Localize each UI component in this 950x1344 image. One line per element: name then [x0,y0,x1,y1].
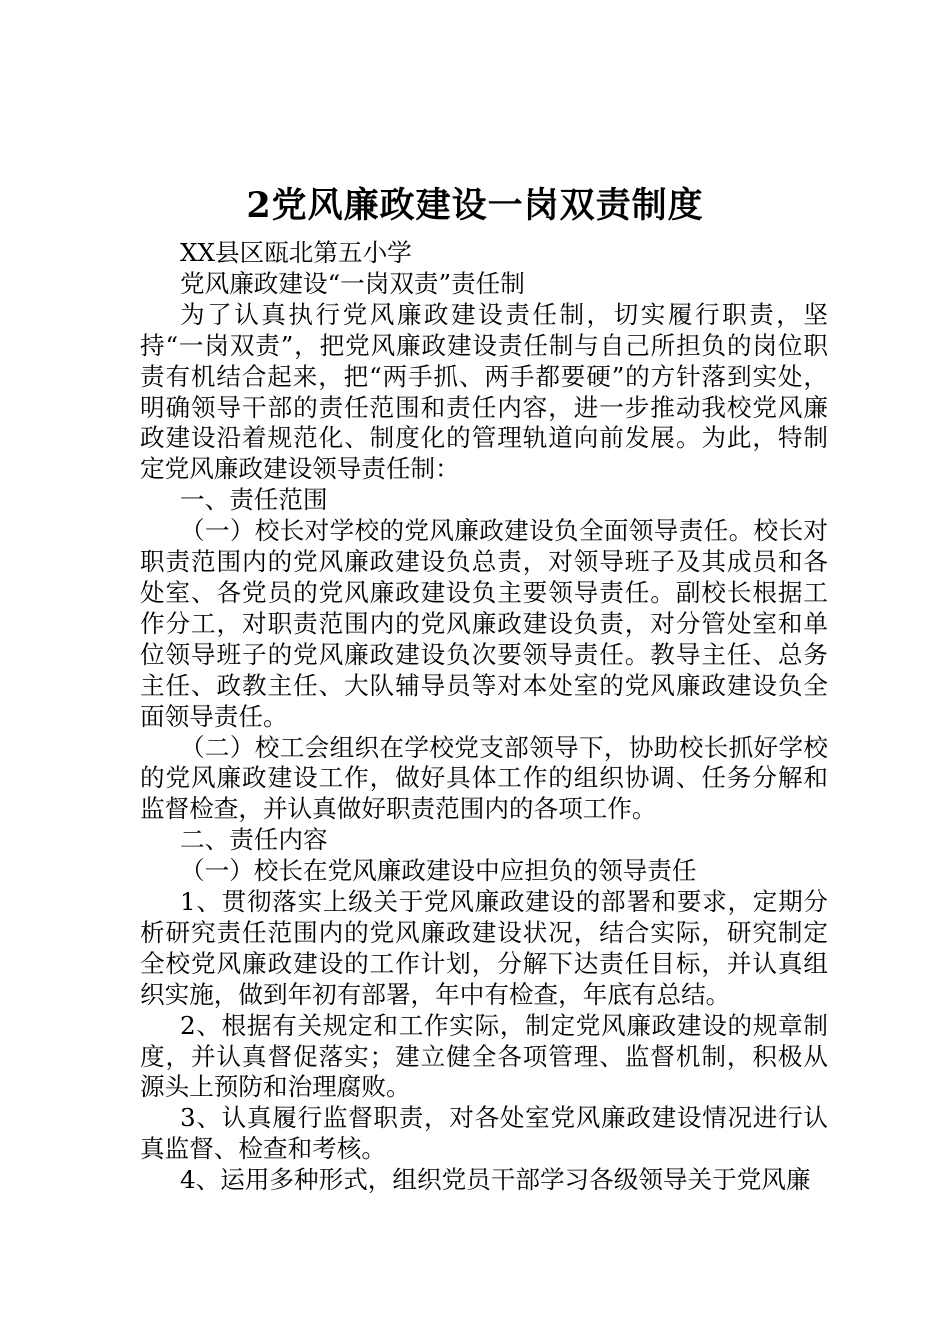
content-item-1: 1、贯彻落实上级关于党风廉政建设的部署和要求，定期分析研究责任范围内的党风廉政建设状况，结合实际，研究制定全校党风廉政建设的工作计划，分解下达责任目标，并认真组织实施，做到年初有部署，年中有检查，年底有总结。 [140,887,828,1009]
content-item-3: 3、认真履行监督职责，对各处室党风廉政建设情况进行认真监督、检查和考核。 [140,1103,828,1164]
document-title: 2党风廉政建设一岗双责制度 [246,185,704,226]
section-heading-content: 二、责任内容 [180,825,328,855]
document-body [140,238,828,1196]
intro-paragraph: 为了认真执行党风廉政建设责任制，切实履行职责，坚持“一岗双责”，把党风廉政建设责任制与自己所担负的岗位职责有机结合起来，把“两手抓、两手都要硬”的方针落到实处，明确领导干部的责任范围和责任内容，进一步推动我校党风廉政建设沿着规范化、制度化的管理轨道向前发展。为此，特制定党风廉政建设领导责任制： [140,299,828,484]
content-subheading-1: （一）校长在党风廉政建设中应担负的领导责任 [180,856,697,886]
subtitle: 党风廉政建设“一岗双责”责任制 [180,268,525,298]
school-name: XX县区瓯北第五小学 [180,238,412,267]
section-heading-scope: 一、责任范围 [180,485,328,515]
scope-item-1: （一）校长对学校的党风廉政建设负全面领导责任。校长对职责范围内的党风廉政建设负总责，对领导班子及其成员和各处室、各党员的党风廉政建设负主要领导责任。副校长根据工作分工，对职责范围内的党风廉政建设负责，对分管处室和单位领导班子的党风廉政建设负次要领导责任。教导主任、总务主任、政教主任、大队辅导员等对本处室的党风廉政建设负全面领导责任。 [140,516,828,731]
scope-item-2: （二）校工会组织在学校党支部领导下，协助校长抓好学校的党风廉政建设工作，做好具体工作的组织协调、任务分解和监督检查，并认真做好职责范围内的各项工作。 [140,732,828,824]
content-item-2: 2、根据有关规定和工作实际，制定党风廉政建设的规章制度，并认真督促落实；建立健全各项管理、监督机制，积极从源头上预防和治理腐败。 [140,1010,828,1102]
content-item-4: 4、运用多种形式，组织党员干部学习各级领导关于党风廉 [180,1165,811,1195]
